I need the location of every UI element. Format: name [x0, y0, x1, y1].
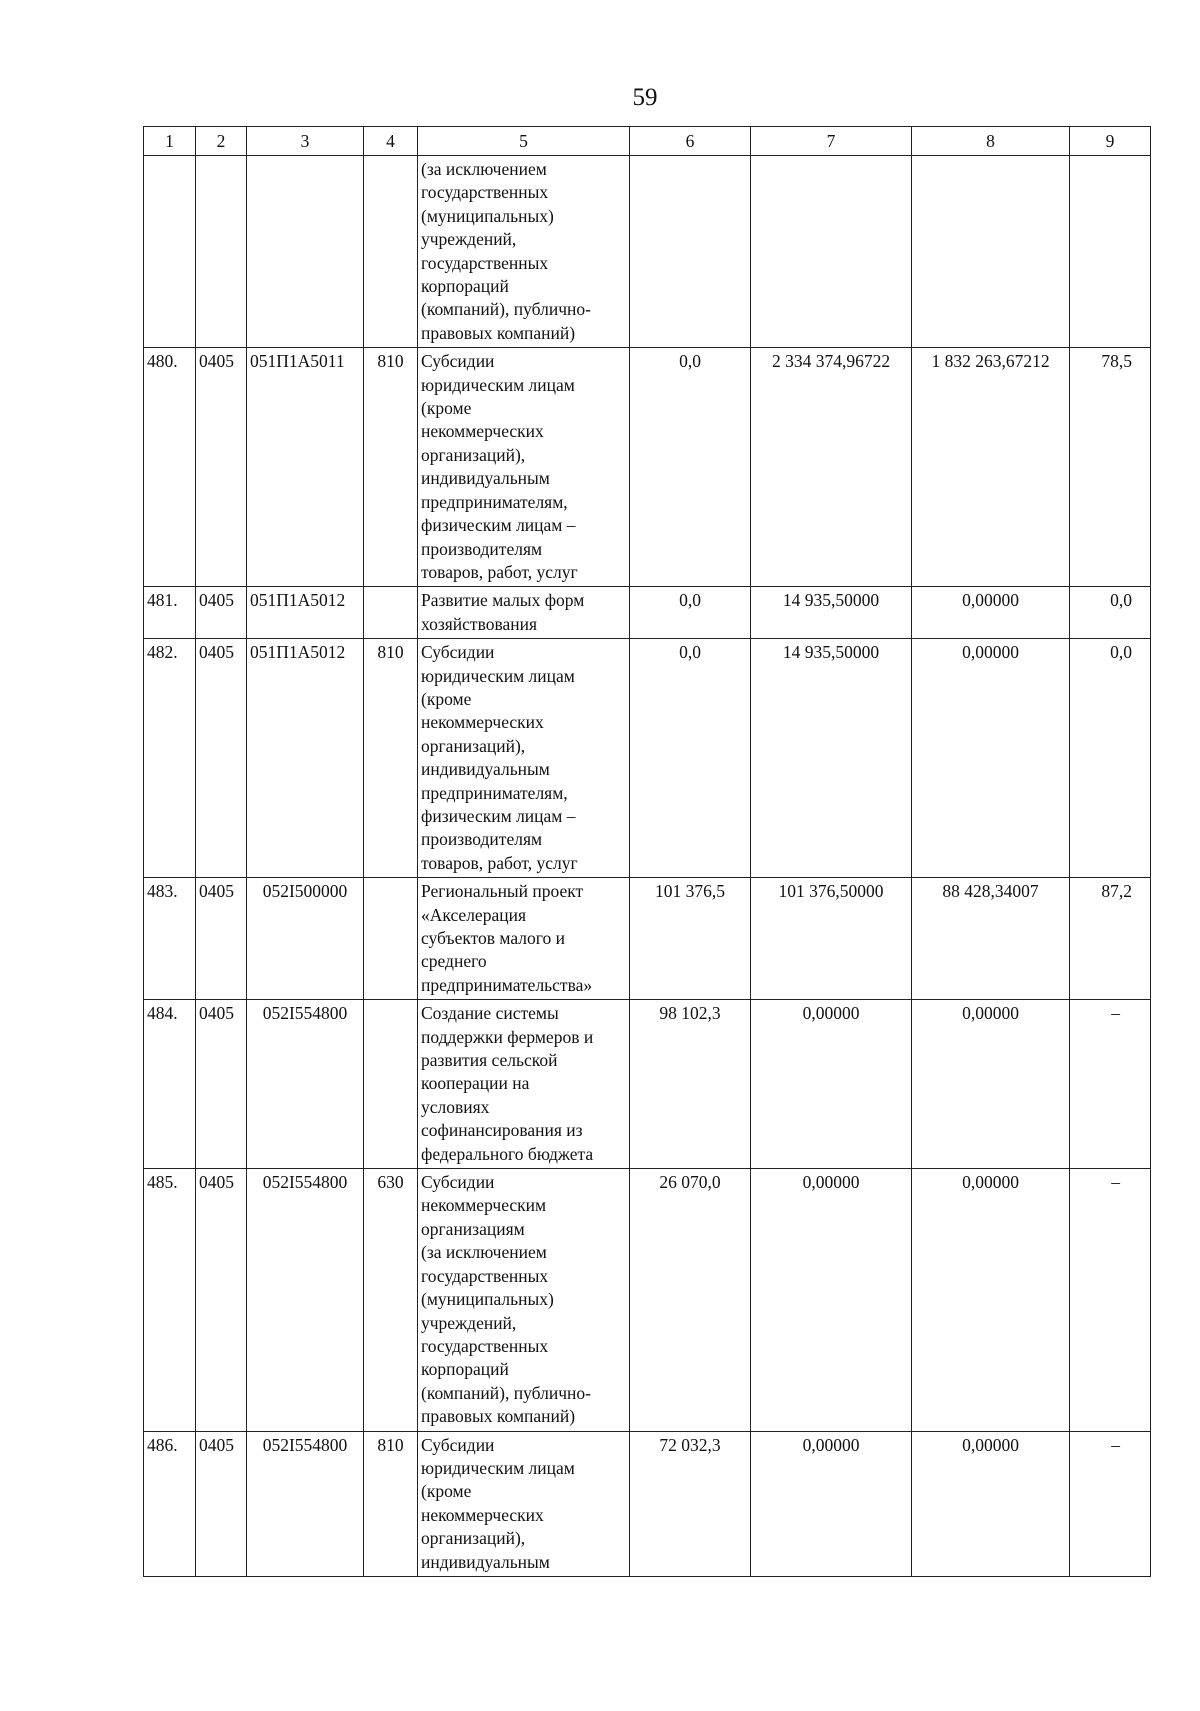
- item-name-line: поддержки фермеров и: [421, 1026, 594, 1047]
- item-name-line: индивидуальным: [421, 1551, 550, 1572]
- budget-table: [143, 126, 1151, 1577]
- column-header-1: 1: [144, 127, 196, 156]
- target-article-code-cell: [247, 156, 364, 348]
- expense-type-cell: 810: [364, 348, 418, 587]
- item-name-line: (компаний), публично-: [421, 299, 591, 320]
- item-name-cell: [418, 1169, 630, 1431]
- approved-amount-cell: 0,0: [630, 587, 751, 639]
- row-number-cell: 482.: [144, 639, 196, 878]
- item-name-line: Субсидии: [421, 1172, 495, 1193]
- item-name-line: товаров, работ, услуг: [421, 561, 578, 582]
- target-article-code-cell: 052I554800: [247, 1431, 364, 1576]
- target-article-code-cell: 052I554800: [247, 1169, 364, 1431]
- execution-percent-cell: –: [1070, 1169, 1151, 1431]
- item-name-line: (кроме: [421, 1481, 472, 1502]
- execution-percent-cell: [1070, 156, 1151, 348]
- executed-amount-cell: 88 428,34007: [912, 878, 1070, 1000]
- table-row: [144, 1169, 1151, 1431]
- item-name-line: организациям: [421, 1218, 525, 1239]
- section-code-cell: 0405: [196, 348, 247, 587]
- approved-amount-cell: 98 102,3: [630, 1000, 751, 1169]
- item-name-line: Субсидии: [421, 351, 495, 372]
- item-name-cell: [418, 1000, 630, 1169]
- table-header-row: [144, 127, 1151, 156]
- table-body: [144, 156, 1151, 1577]
- table-row: [144, 587, 1151, 639]
- item-name-line: индивидуальным: [421, 759, 550, 780]
- item-name-line: учреждений,: [421, 1312, 517, 1333]
- target-article-code-cell: 051П1А5011: [247, 348, 364, 587]
- item-name-line: правовых компаний): [421, 322, 576, 343]
- executed-amount-cell: [912, 156, 1070, 348]
- item-name-line: организаций),: [421, 1528, 526, 1549]
- item-name-line: (за исключением: [421, 1242, 547, 1263]
- row-number-cell: [144, 156, 196, 348]
- item-name-line: юридическим лицам: [421, 665, 575, 686]
- table-row: [144, 156, 1151, 348]
- item-name-line: хозяйствования: [421, 613, 538, 634]
- item-name-line: юридическим лицам: [421, 374, 575, 395]
- row-number-cell: 480.: [144, 348, 196, 587]
- item-name-line: государственных: [421, 1265, 549, 1286]
- expense-type-cell: [364, 878, 418, 1000]
- executed-amount-cell: 0,00000: [912, 1169, 1070, 1431]
- table-row: [144, 1000, 1151, 1169]
- table-row: [144, 639, 1151, 878]
- item-name-line: некоммерческих: [421, 1504, 544, 1525]
- column-header-7: 7: [751, 127, 912, 156]
- item-name-line: государственных: [421, 1335, 549, 1356]
- column-header-6: 6: [630, 127, 751, 156]
- executed-amount-cell: 0,00000: [912, 1431, 1070, 1576]
- item-name-line: развития сельской: [421, 1050, 558, 1071]
- item-name-cell: [418, 878, 630, 1000]
- target-article-code-cell: 052I500000: [247, 878, 364, 1000]
- approved-amount-cell: 0,0: [630, 639, 751, 878]
- row-number-cell: 484.: [144, 1000, 196, 1169]
- item-name-line: Субсидии: [421, 1434, 495, 1455]
- table-row: [144, 1431, 1151, 1576]
- approved-amount-cell: 72 032,3: [630, 1431, 751, 1576]
- item-name-line: Развитие малых форм: [421, 590, 585, 611]
- row-number-cell: 486.: [144, 1431, 196, 1576]
- item-name-line: (компаний), публично-: [421, 1382, 591, 1403]
- item-name-line: организаций),: [421, 444, 526, 465]
- section-code-cell: 0405: [196, 1431, 247, 1576]
- executed-amount-cell: 0,00000: [912, 1000, 1070, 1169]
- item-name-line: учреждений,: [421, 229, 517, 250]
- table-row: [144, 348, 1151, 587]
- item-name-cell: [418, 587, 630, 639]
- budget-allocation-cell: 0,00000: [751, 1169, 912, 1431]
- column-header-2: 2: [196, 127, 247, 156]
- item-name-line: (муниципальных): [421, 205, 554, 226]
- item-name-line: «Акселерация: [421, 904, 526, 925]
- item-name-line: предпринимательства»: [421, 974, 593, 995]
- item-name-line: государственных: [421, 182, 549, 203]
- item-name-cell: [418, 156, 630, 348]
- target-article-code-cell: 051П1А5012: [247, 587, 364, 639]
- column-header-8: 8: [912, 127, 1070, 156]
- item-name-line: Создание системы: [421, 1003, 559, 1024]
- expense-type-cell: [364, 156, 418, 348]
- item-name-cell: [418, 1431, 630, 1576]
- column-header-3: 3: [247, 127, 364, 156]
- item-name-line: (за исключением: [421, 159, 547, 179]
- executed-amount-cell: 0,00000: [912, 587, 1070, 639]
- item-name-line: производителям: [421, 538, 543, 559]
- item-name-line: Субсидии: [421, 642, 495, 663]
- item-name-line: физическим лицам –: [421, 515, 576, 536]
- execution-percent-cell: 87,2: [1070, 878, 1151, 1000]
- item-name-line: предпринимателям,: [421, 491, 568, 512]
- item-name-cell: [418, 639, 630, 878]
- item-name-line: субъектов малого и: [421, 928, 566, 948]
- expense-type-cell: 810: [364, 1431, 418, 1576]
- section-code-cell: 0405: [196, 639, 247, 878]
- expense-type-cell: 810: [364, 639, 418, 878]
- budget-allocation-cell: 14 935,50000: [751, 587, 912, 639]
- item-name-line: предпринимателям,: [421, 782, 568, 803]
- approved-amount-cell: [630, 156, 751, 348]
- item-name-line: организаций),: [421, 735, 526, 756]
- row-number-cell: 481.: [144, 587, 196, 639]
- item-name-line: некоммерческим: [421, 1195, 547, 1216]
- item-name-line: юридическим лицам: [421, 1457, 575, 1478]
- row-number-cell: 483.: [144, 878, 196, 1000]
- executed-amount-cell: 0,00000: [912, 639, 1070, 878]
- item-name-line: правовых компаний): [421, 1406, 576, 1427]
- column-header-5: 5: [418, 127, 630, 156]
- budget-allocation-cell: [751, 156, 912, 348]
- execution-percent-cell: 78,5: [1070, 348, 1151, 587]
- expense-type-cell: [364, 587, 418, 639]
- item-name-line: (кроме: [421, 688, 472, 709]
- column-header-9: 9: [1070, 127, 1151, 156]
- budget-allocation-cell: 0,00000: [751, 1000, 912, 1169]
- item-name-line: условиях: [421, 1096, 490, 1117]
- budget-allocation-cell: 0,00000: [751, 1431, 912, 1576]
- target-article-code-cell: 051П1А5012: [247, 639, 364, 878]
- approved-amount-cell: 26 070,0: [630, 1169, 751, 1431]
- approved-amount-cell: 101 376,5: [630, 878, 751, 1000]
- execution-percent-cell: –: [1070, 1000, 1151, 1169]
- budget-allocation-cell: 101 376,50000: [751, 878, 912, 1000]
- item-name-line: кооперации на: [421, 1073, 530, 1094]
- item-name-line: физическим лицам –: [421, 805, 576, 826]
- item-name-line: государственных: [421, 252, 549, 273]
- item-name-line: среднего: [421, 951, 487, 972]
- execution-percent-cell: –: [1070, 1431, 1151, 1576]
- item-name-line: (муниципальных): [421, 1289, 554, 1310]
- section-code-cell: 0405: [196, 587, 247, 639]
- item-name-line: производителям: [421, 829, 543, 850]
- item-name-line: некоммерческих: [421, 421, 544, 442]
- approved-amount-cell: 0,0: [630, 348, 751, 587]
- table-row: [144, 878, 1151, 1000]
- column-header-4: 4: [364, 127, 418, 156]
- expense-type-cell: [364, 1000, 418, 1169]
- executed-amount-cell: 1 832 263,67212: [912, 348, 1070, 587]
- item-name-line: индивидуальным: [421, 468, 550, 489]
- budget-allocation-cell: 2 334 374,96722: [751, 348, 912, 587]
- target-article-code-cell: 052I554800: [247, 1000, 364, 1169]
- expense-type-cell: 630: [364, 1169, 418, 1431]
- item-name-line: некоммерческих: [421, 712, 544, 733]
- section-code-cell: [196, 156, 247, 348]
- section-code-cell: 0405: [196, 878, 247, 1000]
- budget-allocation-cell: 14 935,50000: [751, 639, 912, 878]
- item-name-line: товаров, работ, услуг: [421, 852, 578, 873]
- item-name-cell: [418, 348, 630, 587]
- row-number-cell: 485.: [144, 1169, 196, 1431]
- page-number: 59: [632, 84, 658, 111]
- item-name-line: (кроме: [421, 398, 472, 419]
- item-name-line: Региональный проект: [421, 881, 584, 902]
- execution-percent-cell: 0,0: [1070, 639, 1151, 878]
- item-name-line: корпораций: [421, 1359, 509, 1380]
- section-code-cell: 0405: [196, 1000, 247, 1169]
- execution-percent-cell: 0,0: [1070, 587, 1151, 639]
- item-name-line: софинансирования из: [421, 1120, 583, 1141]
- section-code-cell: 0405: [196, 1169, 247, 1431]
- item-name-line: федерального бюджета: [421, 1143, 594, 1164]
- item-name-line: корпораций: [421, 276, 509, 297]
